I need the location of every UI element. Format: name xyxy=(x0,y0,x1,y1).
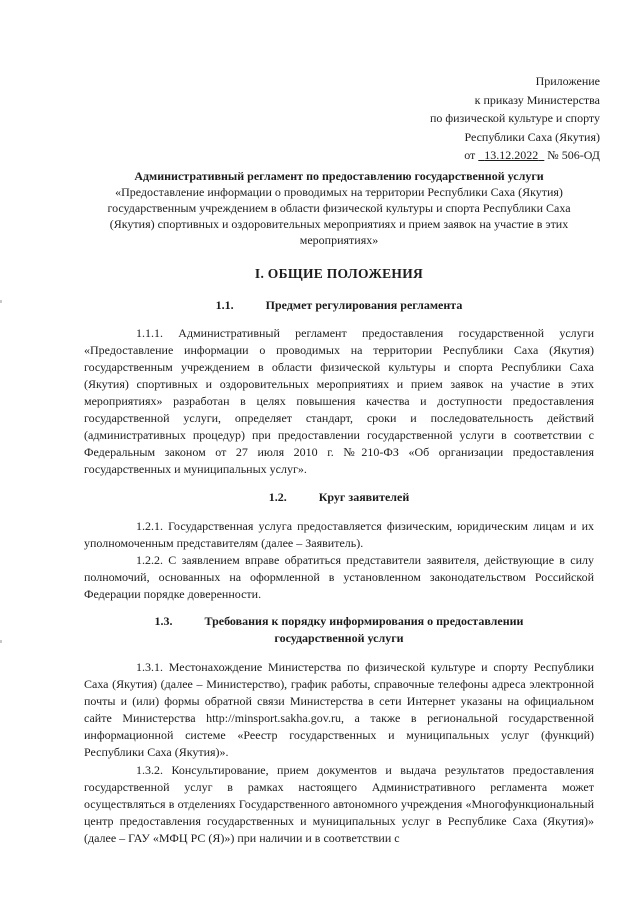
approval-line-date-number xyxy=(340,146,600,165)
subsection-title: Круг заявителей xyxy=(318,490,410,504)
scan-edge-marks xyxy=(0,0,6,905)
paragraph-1-2-2: 1.2.2. С заявлением вправе обратиться представители заявителя, действующие в силу полномочий, основанных на оформленной в установленном законодательством Российской Федерации порядке доверенности. xyxy=(84,553,594,601)
approval-line-order: к приказу Министерства xyxy=(474,92,600,107)
paragraph-1-1-1: 1.1.1. Административный регламент предоставления государственной услуги «Предоставление информации о проводимых на территории Республики Саха (Якутия) государственным учреждением в области физической культуры и спорта Республики Саха (Якутия) спортивных и оздоровительных мероприятиях и прием заявок на участие в этих мероприятиях» разработан в целях повышения качества и доступности предоставления государственной услуги, определяет стандарт, сроки и последовательность действий (административных процедур) при предоставлении государственной услуги в соответствии с Федеральным законом от 27 июля 2010 г. №210-ФЗ «Об организации предоставления государственных и муниципальных услуг». xyxy=(84,326,594,476)
subsection-title-line2: государственной услуги xyxy=(274,631,404,645)
subsection-title: Предмет регулирования регламента xyxy=(265,298,463,312)
document-title xyxy=(84,168,594,248)
subsection-heading-1-3 xyxy=(84,613,594,647)
approval-line-appendix: Приложение xyxy=(535,74,600,88)
subsection-title-line1: Требования к порядку информирования о предоставлении xyxy=(204,614,524,628)
subsection-heading-1-1 xyxy=(84,298,594,313)
paragraph-1-2-1: 1.2.1. Государственная услуга предоставляется физическим, юридическим лицам и их уполномоченным представителям (далее – Заявитель). xyxy=(84,519,594,550)
paragraph-1-3-1: 1.3.1. Местонахождение Министерства по физической культуре и спорту Республики Саха (Якутия) (далее – Министерство), график работы, справочные телефоны адреса электронной почты и (или) формы обратной связи Министерства в сети Интернет указаны на официальном сайте Министерства http://minsport.sakha.gov.ru, а также в региональной государственной информационной системе «Реестр государственных и муниципальных услуг (функций) Республики Саха (Якутия)». xyxy=(84,660,594,759)
approval-date-prefix: от xyxy=(464,148,476,162)
approval-stamp-block xyxy=(340,72,600,165)
title-subtitle: «Предоставление информации о проводимых на территории Республики Саха (Якутия) государственным учреждением в области физической культуры и спорта Республики Саха (Якутия) спортивных и оздоровительных мероприятиях и прием заявок на участие в этих мероприятиях» xyxy=(107,185,571,247)
subsection-number: 1.3. xyxy=(154,614,173,628)
approval-number: № 506-ОД xyxy=(547,148,600,162)
subsection-number: 1.1. xyxy=(215,298,234,312)
title-main: Административный регламент по предоставлению государственной услуги xyxy=(134,169,544,183)
paragraph-1-3-2: 1.3.2. Консультирование, прием документов и выдача результатов предоставления государственной услуг в рамках настоящего Административного регламента может осуществляться в отделениях Государственного автономного учреждения «Многофункциональный центр предоставления государственных и муниципальных услуг в Республике Саха (Якутия)» (далее – ГАУ «МФЦ РС (Я)») при наличии и в соответствии с xyxy=(84,763,594,845)
approval-line-ministry: по физической культуре и спорту xyxy=(429,111,600,125)
subsection-number: 1.2. xyxy=(268,490,287,504)
approval-line-republic: Республики Саха (Якутия) xyxy=(464,129,600,144)
section-heading-general: I. ОБЩИЕ ПОЛОЖЕНИЯ xyxy=(254,266,424,281)
approval-date: 13.12.2022 xyxy=(484,148,539,162)
subsection-heading-1-2 xyxy=(84,490,594,505)
